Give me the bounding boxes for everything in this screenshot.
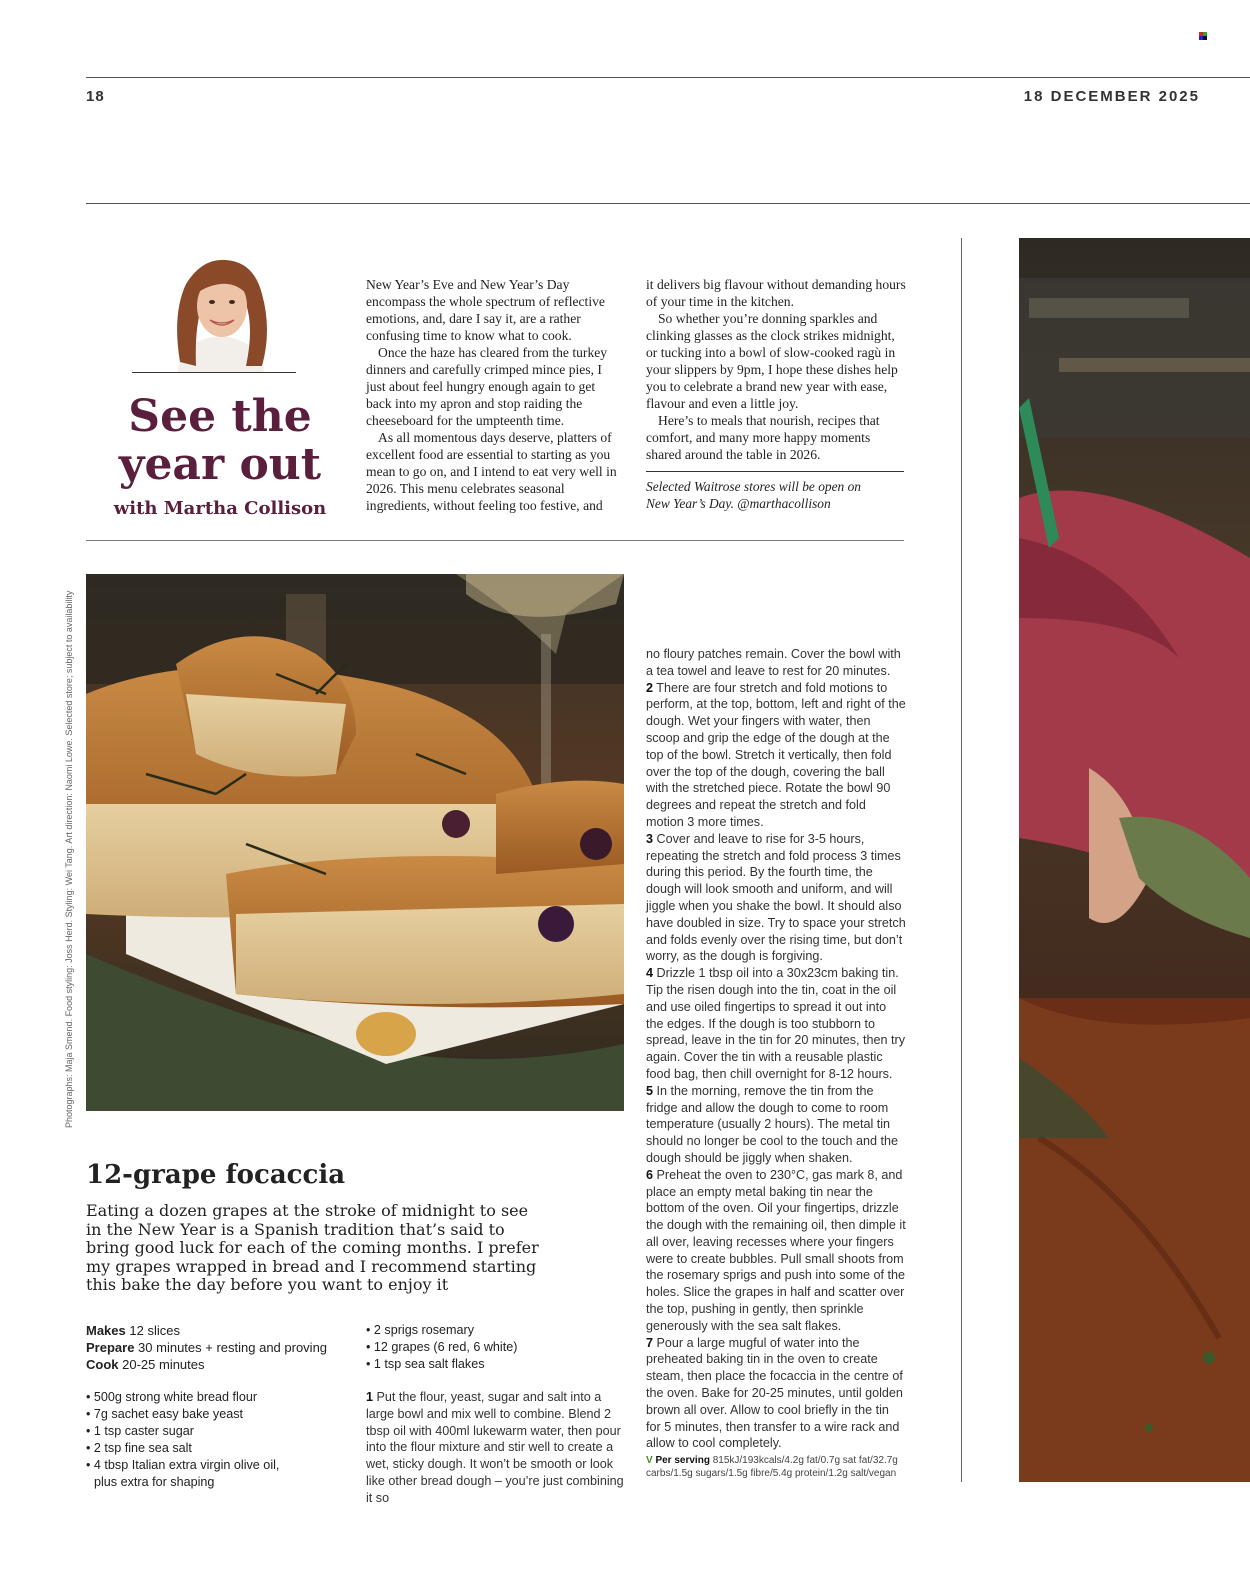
focaccia-photo bbox=[86, 574, 624, 1111]
intro-paragraph: So whether you’re donning sparkles and clinking glasses as the clock strikes midnight, or tucking into a bowl of slow-cooked ragù in your slippers by 9pm, I hope these dishes help you to celebrate a brand new year with ease, flavour and even a little joy. bbox=[646, 311, 898, 411]
step-text: There are four stretch and fold motions to perform, at the top, bottom, left and right of the dough. Wet your fingers with water, then scoop and grip the edge of the dough at the top of the bowl. Stretch it vertically, then fold over the top of the dough, covering the ball with the stretched piece. Rotate the bowl 90 degrees and repeat the stretch and fold motion 3 more times. bbox=[646, 680, 906, 829]
photo-credit: Photographs: Maja Smend. Food styling: Joss Herd. Styling: Wei Tang. Art direction: Naomi Lowe. Selected store; subject to availability bbox=[64, 590, 74, 1128]
ingredient-item: plus extra for shaping bbox=[94, 1475, 215, 1489]
intro-paragraph: it delivers big flavour without demanding hours of your time in the kitchen. bbox=[646, 277, 906, 309]
cook-value: 20-25 minutes bbox=[122, 1357, 205, 1372]
step-number: 6 bbox=[646, 1167, 654, 1182]
nutrition-info bbox=[646, 1454, 906, 1480]
intro-paragraph: As all momentous days deserve, platters of excellent food are essential to starting as you mean to go on, and I intend to eat very well in 2026. This menu celebrates seasonal ingredients, without feeling too festive, and bbox=[366, 430, 617, 513]
registration-mark-icon bbox=[1199, 32, 1207, 40]
section-divider bbox=[86, 540, 904, 541]
method-step-5 bbox=[646, 1083, 906, 1167]
ingredient-item: • 4 tbsp Italian extra virgin olive oil, bbox=[86, 1458, 280, 1472]
intro-column-2 bbox=[646, 276, 906, 463]
ingredient-item: • 2 tsp fine sea salt bbox=[86, 1441, 192, 1455]
step-number: 5 bbox=[646, 1083, 654, 1098]
ingredient-item: • 2 sprigs rosemary bbox=[366, 1323, 474, 1337]
recipe-meta bbox=[86, 1322, 327, 1373]
makes-value: 12 slices bbox=[129, 1323, 180, 1338]
header-divider bbox=[86, 203, 1250, 204]
store-note: Selected Waitrose stores will be open on New Year’s Day. @marthacollison bbox=[646, 479, 861, 511]
ingredient-item: • 1 tsp caster sugar bbox=[86, 1424, 195, 1438]
step-number: 3 bbox=[646, 831, 654, 846]
author-portrait bbox=[150, 254, 290, 372]
step-text: In the morning, remove the tin from the fridge and allow the dough to come to room temperature (usually 2 hours). The metal tin should no longer be cool to the touch and the dough should be jiggly when shaken. bbox=[646, 1083, 899, 1165]
ingredient-item: • 500g strong white bread flour bbox=[86, 1390, 258, 1404]
step-text: Pour a large mugful of water into the preheated baking tin in the oven to create steam, then place the focaccia in the centre of the oven. Bake for 20-25 minutes, until golden brown all over. Allow to cool briefly in the tin for 5 minutes, then transfer to a wire rack and allow to cool completely. bbox=[646, 1335, 903, 1451]
note-divider bbox=[646, 471, 904, 472]
step-1-continued: no floury patches remain. Cover the bowl with a tea towel and leave to rest for 20 minutes. bbox=[646, 647, 901, 678]
step-number: 7 bbox=[646, 1335, 654, 1350]
intro-paragraph: Once the haze has cleared from the turkey dinners and carefully crimped mince pies, I just about feel hungry enough again to get back into my apron and stop raiding the cheeseboard for the umpteenth time. bbox=[366, 345, 608, 428]
per-serving-label: Per serving bbox=[655, 1455, 710, 1467]
step-number: 4 bbox=[646, 966, 654, 981]
method-step-3 bbox=[646, 831, 906, 965]
ingredients-list-1 bbox=[86, 1389, 279, 1491]
feature-byline: with Martha Collison bbox=[113, 498, 327, 519]
step-text: Preheat the oven to 230°C, gas mark 8, and place an empty metal baking tin near the bottom of the oven. Oil your fingertips, drizzle the dough with the remaining oil, then dimple it all over, leaving recesses where your fingers were to create bubbles. Pull small shoots from the rosemary sprigs and push into some of the holes. Slice the grapes in half and scatter over the top, pushing in gently, then sprinkle generously with the sea salt flakes. bbox=[646, 1167, 906, 1333]
page-number: 18 bbox=[86, 88, 105, 105]
cook-label: Cook bbox=[86, 1357, 119, 1372]
makes-label: Makes bbox=[86, 1323, 126, 1338]
recipe-title: 12-grape focaccia bbox=[86, 1160, 346, 1190]
method-column bbox=[646, 646, 906, 1480]
prepare-value: 30 minutes + resting and proving bbox=[138, 1340, 328, 1355]
method-step-4 bbox=[646, 965, 906, 1083]
ingredient-item: • 7g sachet easy bake yeast bbox=[86, 1407, 244, 1421]
issue-date: 18 DECEMBER 2025 bbox=[1023, 88, 1200, 105]
top-rule bbox=[86, 77, 1250, 78]
ingredient-item: • 12 grapes (6 red, 6 white) bbox=[366, 1340, 518, 1354]
step-text: Put the flour, yeast, sugar and salt into a large bowl and mix well to combine. Blend 2 tbsp oil with 400ml lukewarm water, then pour into the flour mixture and stir well to create a wet, sticky dough. It won’t be smooth or look like other bread dough – you’re just combining it so bbox=[366, 1390, 624, 1505]
intro-column-1 bbox=[366, 276, 622, 514]
recipe-intro: Eating a dozen grapes at the stroke of midnight to see in the New Year is a Spanish tradition that’s said to bring good luck for each of the coming months. I prefer my grapes wrapped in bread and I recommend starting this bake the day before you want to enjoy it bbox=[86, 1201, 539, 1295]
feature-title-line2: year out bbox=[118, 439, 322, 490]
method-step-7 bbox=[646, 1335, 906, 1453]
method-step-1 bbox=[366, 1389, 624, 1507]
prepare-label: Prepare bbox=[86, 1340, 135, 1355]
intro-paragraph: New Year’s Eve and New Year’s Day encompass the whole spectrum of reflective emotions, and, dare I say it, are a rather confusing time to know what to cook. bbox=[366, 277, 605, 343]
method-step-2 bbox=[646, 680, 906, 831]
portrait-underline bbox=[132, 372, 296, 373]
method-step-6 bbox=[646, 1167, 906, 1335]
ingredient-item: • 1 tsp sea salt flakes bbox=[366, 1357, 485, 1371]
column-rule bbox=[961, 238, 962, 1482]
vegan-icon: V bbox=[646, 1455, 653, 1467]
step-text: Cover and leave to rise for 3-5 hours, repeating the stretch and fold process 3 times during this period. By the fourth time, the dough will look smooth and uniform, and will jiggle when you shake the bowl. It should also have doubled in size. Try to space your stretch and folds evenly over the rising time, but don’t worry, as the dough is forgiving. bbox=[646, 831, 906, 964]
feature-title-line1: See the bbox=[128, 391, 312, 442]
step-number: 2 bbox=[646, 680, 654, 695]
nutrition-values: 815kJ/193kcals/4.2g fat/0.7g sat fat/32.7g carbs/1.5g sugars/1.5g fibre/5.4g protein/1.2g salt/vegan bbox=[646, 1455, 898, 1480]
ingredients-list-2 bbox=[366, 1322, 517, 1373]
step-text: Drizzle 1 tbsp oil into a 30x23cm baking tin. Tip the risen dough into the tin, coat in the oil and use oiled fingertips to spread it out into the edges. If the dough is too stubborn to spread, leave in the tin for 20 minutes, then try again. Cover the tin with a reusable plastic food bag, then chill overnight for 8-12 hours. bbox=[646, 966, 906, 1081]
feature-title bbox=[100, 393, 340, 489]
intro-paragraph: Here’s to meals that nourish, recipes that comfort, and many more happy moments shared around the table in 2026. bbox=[646, 413, 880, 462]
festive-table-photo bbox=[1019, 238, 1250, 1482]
step-number: 1 bbox=[366, 1390, 374, 1404]
